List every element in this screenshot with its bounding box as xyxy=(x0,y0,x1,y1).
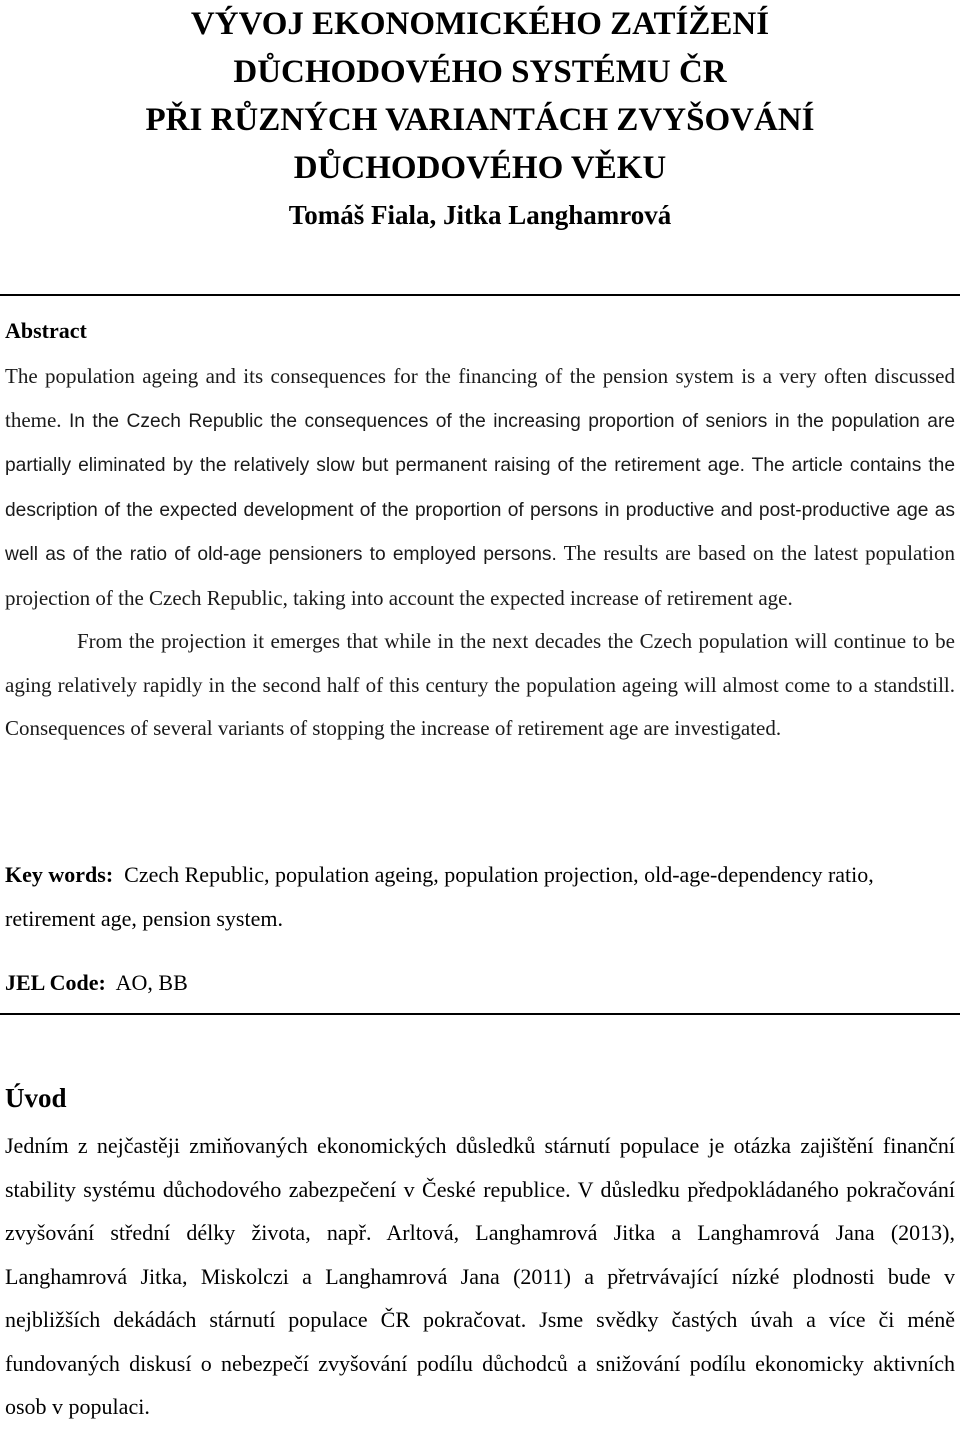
keywords-text: Czech Republic, population ageing, population projection, old-age-dependency ratio, retirement age, pension system. xyxy=(5,862,874,931)
jel-label: JEL Code: xyxy=(5,970,106,995)
abstract-body xyxy=(5,355,955,751)
jel-text: AO, BB xyxy=(115,970,188,995)
title-line-1: VÝVOJ EKONOMICKÉHO ZATÍŽENÍ xyxy=(190,6,770,42)
paper-title xyxy=(0,0,960,192)
title-line-4: DŮCHODOVÉHO VĚKU xyxy=(293,150,667,186)
intro-heading: Úvod xyxy=(5,1083,67,1113)
keywords-label: Key words: xyxy=(5,862,114,887)
bottom-divider xyxy=(0,1013,960,1015)
abstract-sentence-results: The results are based on the latest population projection of the Czech Republic, taking into account the expected increase of retirement age. xyxy=(5,541,956,610)
jel-code xyxy=(5,961,188,1005)
intro-body: Jedním z nejčastěji zmiňovaných ekonomických důsledků stárnutí populace je otázka zajištění finanční stability systému důchodového zabezpečení v České republice. V důsledku předpokládaného pokračování zvyšování střední délky života, např. Arltová, Langhamrová Jitka a Langhamrová Jana (2013), Langhamrová Jitka, Miskolczi a Langhamrová Jana (2011) a přetrvávající nízké plodnosti bude v nejbližších dekádách stárnutí populace ČR pokračovat. Jsme svědky častých úvah a více či méně fundovaných diskusí o nebezpečí zvyšování podílu důchodců a snižování podílu ekonomicky aktivních osob v populaci. xyxy=(5,1133,955,1419)
title-line-2: DŮCHODOVÉHO SYSTÉMU ČR xyxy=(233,54,727,90)
abstract-sentence-1: The population ageing and its consequences for the financing of the pension system is a very often discussed theme. xyxy=(5,364,955,432)
title-line-3: PŘI RŮZNÝCH VARIANTÁCH ZVYŠOVÁNÍ xyxy=(145,102,815,138)
authors: Tomáš Fiala, Jitka Langhamrová xyxy=(288,200,672,230)
abstract-paragraph-2: From the projection it emerges that while in the next decades the Czech population will continue to be aging relatively rapidly in the second half of this century the population ageing will almost come to a standstill. Consequences of several variants of stopping the increase of retirement age are investigated. xyxy=(5,629,955,740)
abstract-heading: Abstract xyxy=(5,318,87,343)
top-divider xyxy=(0,294,960,296)
keywords xyxy=(5,853,955,940)
abstract-sentences-middle: In the Czech Republic the consequences of the increasing proportion of seniors in the population are partially eliminated by the relatively slow but permanent raising of the retirement age. The article contains the description of the expected development of the proportion of persons in productive and post-productive age as well as of the ratio of old-age pensioners to employed persons. xyxy=(5,410,956,565)
